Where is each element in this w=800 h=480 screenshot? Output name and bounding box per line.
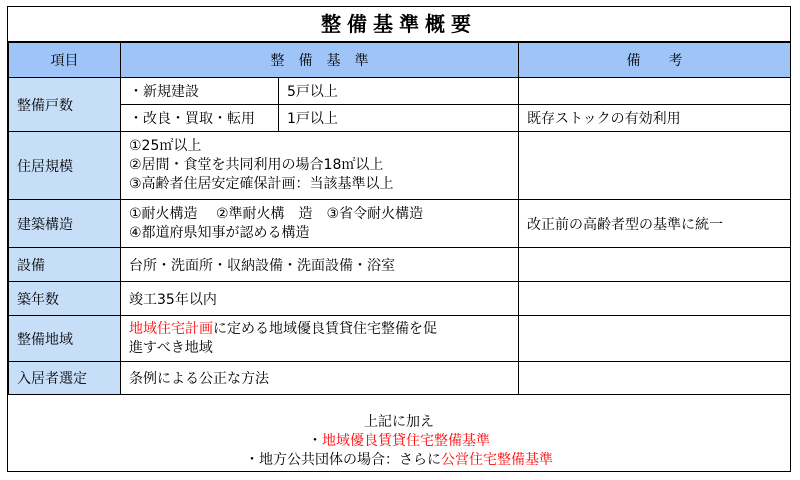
area-note (519, 316, 791, 362)
table-row (9, 248, 791, 282)
equipment-standard: 台所・洗面所・収納設備・洗面設備・浴室 (121, 248, 519, 282)
units-kind-new: ・新規建設 (121, 78, 279, 105)
table-header-row (9, 43, 791, 78)
scale-line: ③高齢者住居安定確保計画：当該基準以上 (129, 176, 394, 192)
units-note-new (519, 78, 791, 105)
equipment-note (519, 248, 791, 282)
structure-standard (121, 200, 519, 248)
units-value-improve: 1戸以上 (279, 105, 519, 132)
row-label-selection: 入居者選定 (9, 362, 121, 395)
footer-bullet: ・ (308, 433, 322, 449)
area-standard (121, 316, 519, 362)
row-label-structure: 建築構造 (9, 200, 121, 248)
row-label-units: 整備戸数 (9, 78, 121, 132)
structure-line: ①耐火構造 ②準耐火構 造 ③省令耐火構造 (129, 205, 424, 222)
table-row (9, 105, 791, 132)
scale-standard (121, 132, 519, 200)
standards-table (8, 42, 791, 395)
area-text: に定める地域優良賃貸住宅整備を促 (213, 320, 437, 337)
table-row (9, 132, 791, 200)
units-value-new: 5戸以上 (279, 78, 519, 105)
standards-sheet (7, 6, 791, 472)
row-label-equipment: 設備 (9, 248, 121, 282)
age-note (519, 282, 791, 316)
table-row (9, 316, 791, 362)
row-label-area: 整備地域 (9, 316, 121, 362)
footer-intro: 上記に加え (364, 414, 434, 430)
table-row (9, 78, 791, 105)
age-standard: 竣工35年以内 (121, 282, 519, 316)
additional-standards-footer (8, 411, 790, 471)
area-plan-highlight: 地域住宅計画 (129, 320, 213, 337)
table-row (9, 200, 791, 248)
footer-public-housing-standard: 公営住宅整備基準 (441, 452, 553, 468)
header-standard: 整 備 基 準 (121, 43, 519, 78)
header-item: 項目 (9, 43, 121, 78)
table-row (9, 282, 791, 316)
units-kind-improve: ・改良・買取・転用 (121, 105, 279, 132)
footer-local-gov-text: ・地方公共団体の場合：さらに (245, 452, 441, 468)
structure-note: 改正前の高齢者型の基準に統一 (519, 200, 791, 248)
structure-line: ④都道府県知事が認める構造 (129, 224, 310, 241)
row-label-scale: 住居規模 (9, 132, 121, 200)
footer-regional-standard: 地域優良賃貸住宅整備基準 (322, 433, 490, 449)
selection-note (519, 362, 791, 395)
area-text: 進すべき地域 (129, 339, 213, 356)
table-row (9, 362, 791, 395)
row-label-age: 築年数 (9, 282, 121, 316)
scale-line: ①25㎡以上 (129, 138, 202, 154)
scale-note (519, 132, 791, 200)
header-remarks: 備 考 (519, 43, 791, 78)
page-title: 整備基準概要 (8, 7, 790, 42)
scale-line: ②居間・食堂を共同利用の場合18㎡以上 (129, 157, 384, 173)
selection-standard: 条例による公正な方法 (121, 362, 519, 395)
units-note-improve: 既存ストックの有効利用 (519, 105, 791, 132)
